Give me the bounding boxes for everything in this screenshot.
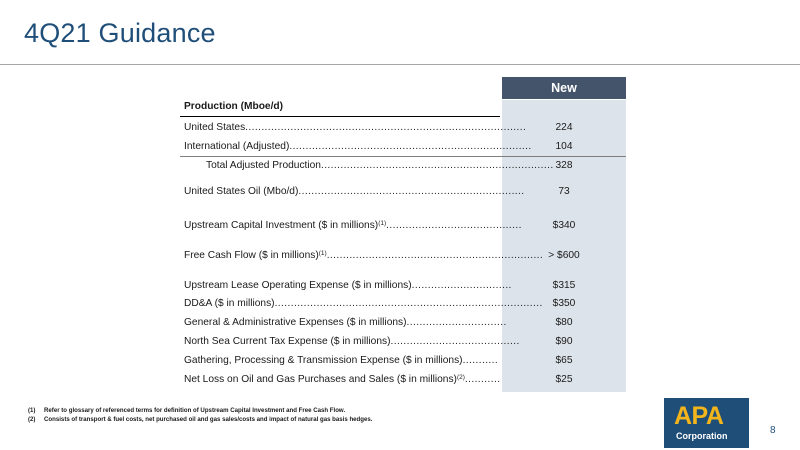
table-row <box>184 315 626 331</box>
dot-leader: ........................................................................... <box>289 141 532 152</box>
dot-leader: ........................................................................ <box>320 160 554 171</box>
row-label <box>184 248 544 264</box>
footnote-text: Consists of transport & fuel costs, net purchased oil and gas sales/costs and impact of natural gas basis hedges. <box>44 416 373 423</box>
footnote-ref: (1) <box>318 250 327 257</box>
row-value: $80 <box>555 317 573 328</box>
row-label <box>184 139 532 155</box>
row-value: $340 <box>552 220 576 231</box>
row-label-text: United States Oil (Mbo/d) <box>184 186 299 197</box>
row-label-text: Free Cash Flow ($ in millions) <box>184 250 319 261</box>
row-label-text: General & Administrative Expenses ($ in millions) <box>184 317 407 328</box>
logo-subtitle: Corporation <box>676 431 728 441</box>
table-row <box>184 278 626 294</box>
title-divider <box>0 64 800 65</box>
table-row <box>184 334 626 350</box>
row-value: $90 <box>555 336 573 347</box>
footnote-1 <box>28 406 372 415</box>
row-value: 73 <box>558 186 570 197</box>
row-value: 328 <box>555 160 573 171</box>
dot-leader: ........... <box>464 374 501 385</box>
dot-leader: ........................................ <box>390 336 520 347</box>
table-row <box>184 372 626 388</box>
column-header-new: New <box>502 77 626 99</box>
table-row <box>184 139 626 155</box>
row-label-text: Net Loss on Oil and Gas Purchases and Sales ($ in millions) <box>184 374 457 385</box>
dot-leader: ................................................................................... <box>274 298 543 309</box>
row-label <box>184 296 543 312</box>
row-label <box>184 120 527 136</box>
dot-leader: ............................... <box>406 317 507 328</box>
row-label <box>184 353 499 369</box>
apa-corporation-logo <box>664 398 749 448</box>
row-label <box>184 184 525 200</box>
dot-leader: ................................................................... <box>326 250 544 261</box>
row-value: 104 <box>555 141 573 152</box>
table-row <box>184 353 626 369</box>
footnote-2 <box>28 415 372 424</box>
row-label <box>184 218 522 234</box>
row-value: $315 <box>552 280 576 291</box>
table-row <box>184 120 626 136</box>
row-label <box>206 158 554 174</box>
logo-wordmark: APA <box>674 402 724 430</box>
row-label <box>184 372 501 388</box>
row-label-text: DD&A ($ in millions) <box>184 298 275 309</box>
table-row <box>184 158 626 174</box>
row-label-text: Upstream Capital Investment ($ in millions) <box>184 220 379 231</box>
footnotes <box>28 406 372 424</box>
dot-leader: .......................................... <box>386 220 522 231</box>
row-label-text: Total Adjusted Production <box>206 160 321 171</box>
row-label-text: United States <box>184 122 246 133</box>
row-value: $350 <box>552 298 576 309</box>
dot-leader: ....................................................................................... <box>245 122 527 133</box>
row-value: $25 <box>555 374 573 385</box>
section-header-production: Production (Mboe/d) <box>180 98 500 117</box>
slide-title: 4Q21 Guidance <box>24 18 216 48</box>
dot-leader: ...................................................................... <box>298 186 525 197</box>
row-value: $65 <box>555 355 573 366</box>
row-label-text: International (Adjusted) <box>184 141 290 152</box>
table-row <box>184 218 626 234</box>
table-row <box>184 184 626 200</box>
row-value: > $600 <box>548 250 580 261</box>
table-row <box>184 248 626 264</box>
footnote-text: Refer to glossary of referenced terms for definition of Upstream Capital Investment and Free Cash Flow. <box>44 407 346 414</box>
dot-leader: ............................... <box>411 280 512 291</box>
row-value: 224 <box>555 122 573 133</box>
row-label <box>184 334 520 350</box>
footnote-ref: (2) <box>456 374 465 381</box>
footnote-mark: (1) <box>28 407 36 414</box>
row-label-text: Upstream Lease Operating Expense ($ in millions) <box>184 280 412 291</box>
footnote-ref: (1) <box>378 220 387 227</box>
row-label-text: Gathering, Processing & Transmission Expense ($ in millions) <box>184 355 463 366</box>
footnote-mark: (2) <box>28 416 36 423</box>
page-number: 8 <box>770 425 776 436</box>
dot-leader: ........... <box>462 355 499 366</box>
row-label <box>184 278 512 294</box>
table-row <box>184 296 626 312</box>
row-label <box>184 315 507 331</box>
subtotal-divider <box>180 156 626 157</box>
row-label-text: North Sea Current Tax Expense ($ in millions) <box>184 336 391 347</box>
